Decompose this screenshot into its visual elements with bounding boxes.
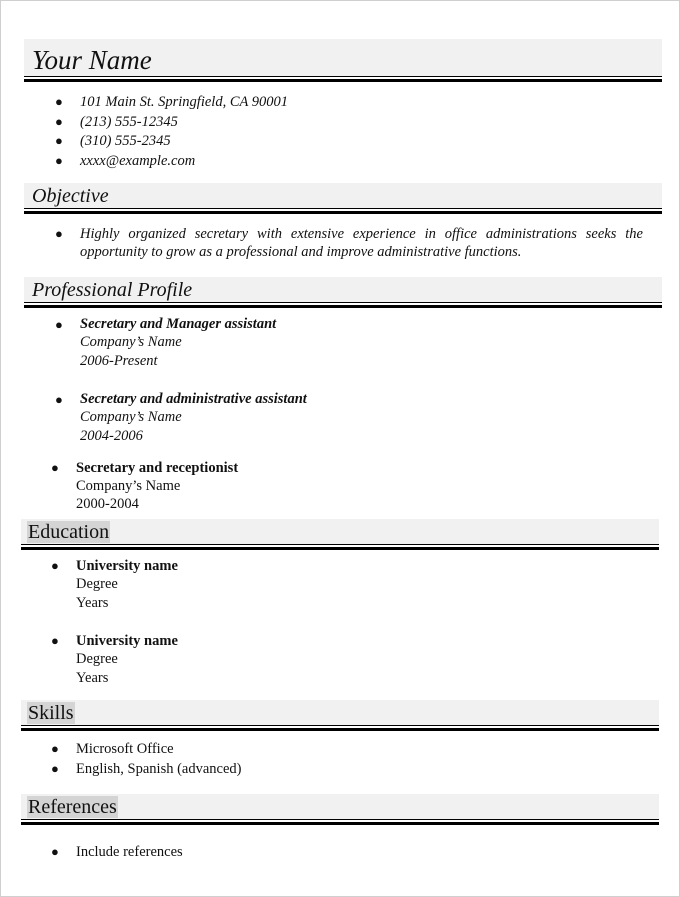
bullet-icon: ● — [51, 460, 59, 475]
bullet-icon: ● — [51, 633, 59, 648]
job-title: Secretary and administrative assistant — [80, 391, 307, 407]
objective-line-1: Highly organized secretary with extensive experience in office administrations seeks the — [80, 226, 643, 242]
bullet-icon: ● — [51, 741, 59, 756]
bullet-icon: ● — [51, 558, 59, 573]
contact-phone-2: (310) 555-2345 — [80, 133, 171, 149]
job-company: Company’s Name — [80, 409, 182, 425]
resume-name: Your Name — [32, 45, 152, 75]
bullet-icon: ● — [55, 94, 63, 109]
skill-item: English, Spanish (advanced) — [76, 761, 242, 777]
education-years: Years — [76, 670, 109, 686]
bullet-icon: ● — [55, 133, 63, 148]
job-company: Company’s Name — [76, 478, 181, 494]
skill-item: Microsoft Office — [76, 741, 174, 757]
degree: Degree — [76, 576, 118, 592]
skills-band — [21, 700, 659, 725]
skills-heading: Skills — [28, 702, 74, 724]
education-heading: Education — [28, 521, 110, 543]
bullet-icon: ● — [51, 844, 59, 859]
bullet-icon: ● — [55, 392, 63, 407]
bullet-icon: ● — [55, 114, 63, 129]
bullet-icon: ● — [55, 226, 63, 241]
job-years: 2000-2004 — [76, 496, 139, 512]
education-years: Years — [76, 595, 109, 611]
education-band — [21, 519, 659, 544]
profile-heading: Professional Profile — [32, 279, 193, 301]
skills-rule — [21, 725, 659, 732]
degree: Degree — [76, 651, 118, 667]
school-name: University name — [76, 633, 178, 649]
job-years: 2004-2006 — [80, 428, 143, 444]
profile-rule — [24, 302, 662, 309]
references-rule — [21, 819, 659, 826]
reference-item: Include references — [76, 844, 183, 860]
contact-address: 101 Main St. Springfield, CA 90001 — [80, 94, 288, 110]
job-title: Secretary and receptionist — [76, 460, 239, 476]
job-company: Company’s Name — [80, 334, 182, 350]
name-rule — [24, 76, 662, 83]
objective-band — [24, 183, 662, 208]
references-heading: References — [28, 796, 117, 818]
contact-email: xxxx@example.com — [80, 153, 196, 169]
education-rule — [21, 544, 659, 551]
job-title: Secretary and Manager assistant — [80, 316, 277, 332]
job-years: 2006-Present — [80, 353, 158, 369]
school-name: University name — [76, 558, 178, 574]
bullet-icon: ● — [55, 153, 63, 168]
bullet-icon: ● — [51, 761, 59, 776]
contact-phone-1: (213) 555-12345 — [80, 114, 178, 130]
objective-heading: Objective — [32, 185, 109, 207]
bullet-icon: ● — [55, 317, 63, 332]
objective-line-2: opportunity to grow as a professional and improve administrative functions. — [80, 244, 522, 260]
objective-rule — [24, 208, 662, 215]
